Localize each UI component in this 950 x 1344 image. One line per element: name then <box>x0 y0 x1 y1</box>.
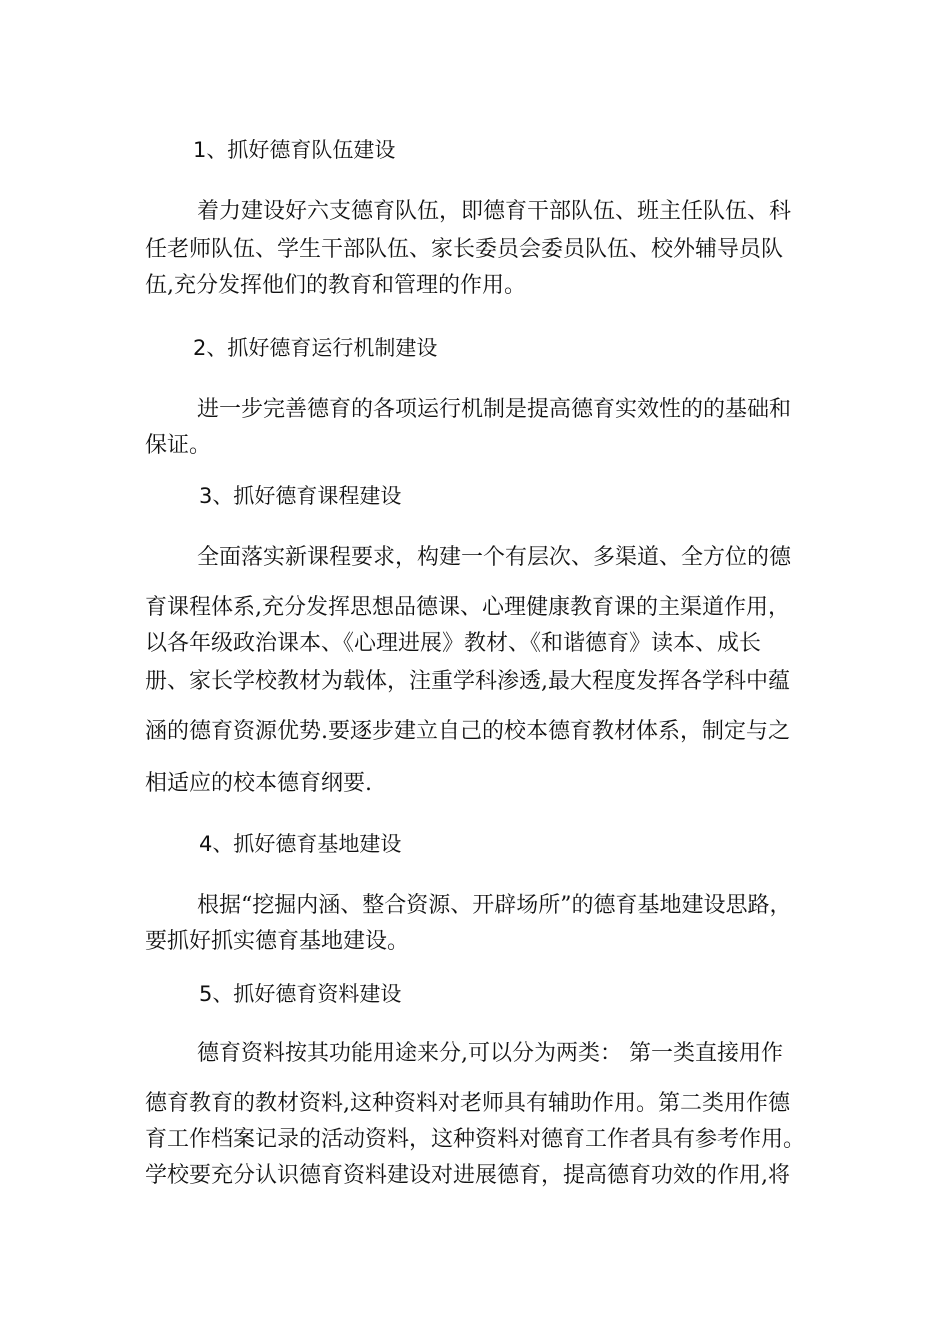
section-5-heading: 5、抓好德育资料建设 <box>199 982 402 1006</box>
section-3-line-1: 全面落实新课程要求，构建一个有层次、多渠道、全方位的德 <box>197 545 792 570</box>
section-1-line-2: 任老师队伍、学生干部队伍、家长委员会委员队伍、校外辅导员队 <box>145 237 784 262</box>
section-3-line-2: 育课程体系,充分发挥思想品德课、心理健康教育课的主渠道作用， <box>145 595 790 620</box>
section-1-heading: 1、抓好德育队伍建设 <box>193 138 396 162</box>
section-2-heading: 2、抓好德育运行机制建设 <box>193 336 438 360</box>
section-5-line-2: 德育教育的教材资料,这种资料对老师具有辅助作用。第二类用作德 <box>145 1091 790 1116</box>
section-4-line-2: 要抓好抓实德育基地建设。 <box>145 929 410 954</box>
section-4-line-1: 根据“挖掘内涵、整合资源、开辟场所”的德育基地建设思路， <box>197 893 792 918</box>
section-2-line-2: 保证。 <box>145 433 212 458</box>
section-5-line-1: 德育资料按其功能用途来分,可以分为两类： 第一类直接用作 <box>197 1041 783 1066</box>
section-3-line-6: 相适应的校本德育纲要. <box>145 771 372 796</box>
section-5-line-4: 学校要充分认识德育资料建设对进展德育，提高德育功效的作用,将 <box>145 1163 790 1188</box>
section-2-line-1: 进一步完善德育的各项运行机制是提高德育实效性的的基础和 <box>197 397 792 422</box>
section-5-line-3: 育工作档案记录的活动资料，这种资料对德育工作者具有参考作用。 <box>145 1127 806 1152</box>
section-3-heading: 3、抓好德育课程建设 <box>199 484 402 508</box>
section-1-line-1: 着力建设好六支德育队伍，即德育干部队伍、班主任队伍、科 <box>197 199 792 224</box>
section-4-heading: 4、抓好德育基地建设 <box>199 832 402 856</box>
section-3-line-3: 以各年级政治课本、《心理进展》教材、《和谐德育》读本、成长 <box>145 631 762 656</box>
section-3-line-4: 册、家长学校教材为载体，注重学科渗透,最大程度发挥各学科中蕴 <box>145 669 790 694</box>
section-1-line-3: 伍,充分发挥他们的教育和管理的作用。 <box>145 273 526 298</box>
section-3-line-5: 涵的德育资源优势.要逐步建立自己的校本德育教材体系，制定与之 <box>145 719 790 744</box>
